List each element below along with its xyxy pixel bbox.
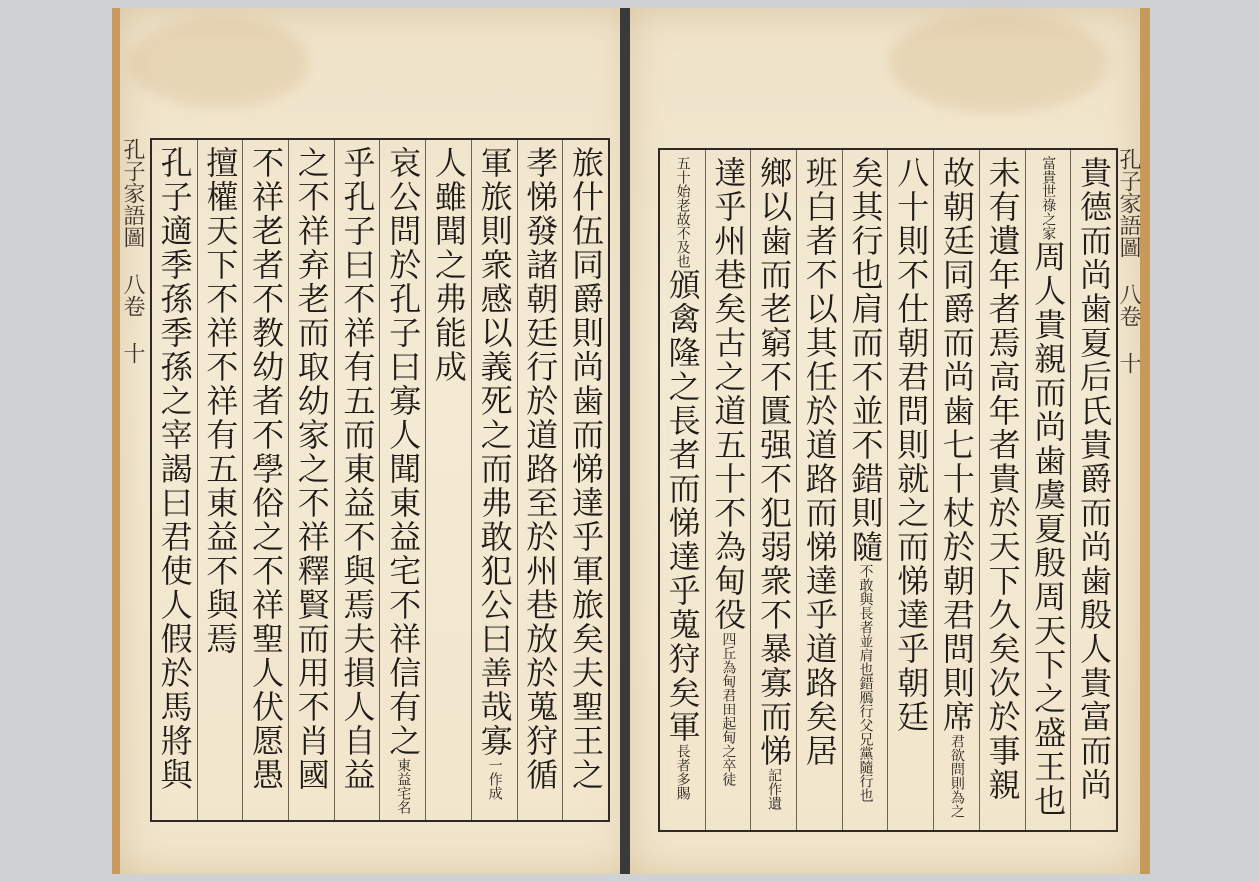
annotation-note: 四丘為甸君田起甸之卒徒 [720,632,737,786]
text-column: 不祥老者不教幼者不學俗之不祥聖人伏愿愚 [242,140,288,820]
text-column: 之不祥弃老而取幼家之不祥釋賢而用不肖國 [288,140,334,820]
text-column: 八十則不仕朝君問則就之而悌達乎朝廷 [887,150,933,830]
text-column: 鄉以歯而老窮不匱强不犯弱衆不暴寡而悌記作遺 [750,150,796,830]
left-text-frame [150,138,610,822]
text-column: 富貴世祿之家周人貴親而尚歯虞夏殷周天下之盛王也 [1025,150,1071,830]
text-column: 孝悌發諸朝廷行於道路至於州巷放於蒐狩循 [517,140,563,820]
open-book [112,8,1142,874]
text-column: 五十始老故不及也頒禽隆之長者而悌達乎蒐狩矣軍長者多賜 [663,156,702,800]
right-text-frame [658,148,1118,832]
annotation-note: 記作遺 [766,768,783,810]
annotation-note: 不敢與長者並肩也 [857,564,874,676]
text-column: 軍旅則衆感以義死之而弗敢犯公曰善哉寡一作成 [471,140,517,820]
annotation-note: 君欲問則為之 [948,734,965,818]
text-column: 旅什伍同爵則尚歯而悌達乎軍旅矣夫聖王之 [562,140,608,820]
left-page [112,8,634,874]
text-column: 達乎州巷矣古之道五十不為甸役四丘為甸君田起甸之卒徒 [705,150,751,830]
text-column: 班白者不以其任於道路而悌達乎道路矣居 [796,150,842,830]
text-column: 乎孔子曰不祥有五而東益不與焉夫損人自益 [334,140,380,820]
text-column: 貴德而尚歯夏后氏貴爵而尚歯殷人貴富而尚 [1070,150,1116,830]
annotation-note: 富貴世祿之家 [1040,156,1057,240]
annotation-note: 東益宅名 [395,758,412,814]
annotation-note: 五十始老故不及也 [674,156,691,268]
page-stain [888,13,1108,113]
annotation-note: 長者多賜 [674,744,691,800]
right-margin-label: 孔子家語圖 八卷 十 [1116,148,1141,374]
text-column: 故朝廷同爵而尚歯七十杖於朝君問則席君欲問則為之 [933,150,979,830]
text-column: 擅權天下不祥不祥有五東益不與焉 [197,140,243,820]
left-margin-label: 孔子家語圖 八卷 十 [120,138,145,364]
text-column: 人雖聞之弗能成 [425,140,471,820]
text-column: 矣其行也肩而不並不錯則隨不敢與長者並肩也錯鴈行父兄黨隨行也 [842,150,888,830]
page-stain [130,18,310,108]
text-column: 孔子適季孫季孫之宰謁曰君使人假於馬將與 [155,146,194,792]
annotation-note: 錯鴈行父兄黨隨行也 [857,676,874,802]
annotation-note: 一作成 [486,758,503,800]
text-column: 哀公問於孔子曰寡人聞東益宅不祥信有之東益宅名 [379,140,425,820]
right-page [626,8,1150,874]
book-spine [620,8,630,874]
text-column: 未有遺年者焉高年者貴於天下久矣次於事親 [979,150,1025,830]
